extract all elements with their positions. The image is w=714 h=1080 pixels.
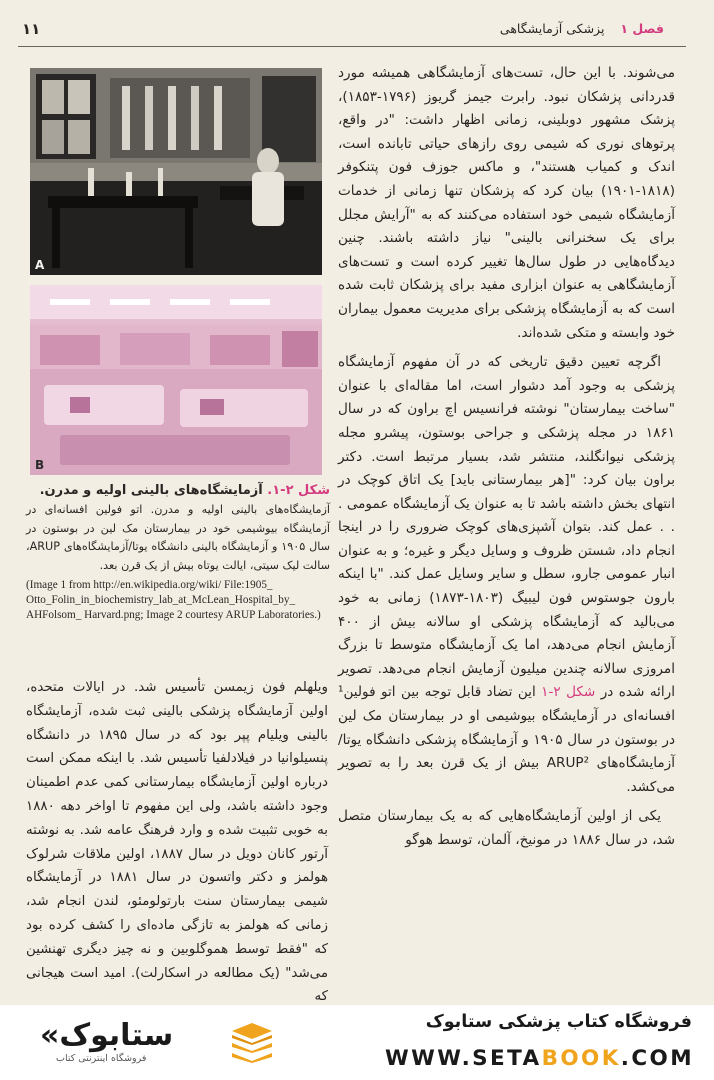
paragraph-with-figure-ref	[338, 351, 675, 799]
paragraph-text: اگرچه تعیین دقیق تاریخی که در آن مفهوم آزمایشگاه پزشکی به وجود آمد دشوار است، اما مقاله‌ای با عنوان "ساخت بیمارستان" نوشته فرانسیس اچ براون که در سال ۱۸۶۱ در مجله پزشکی و جراحی بوستون، پیشرو مجله پزشکی نیوانگلند، منتشر شد، بسیار مرتبط است. دکتر براون بیان کرد: "[هر بیمارستانی باید] یک اتاق کوچک در انتهای بخش داشته باشد تا به عنوان یک آزمایشگاه عمومی . . . عمل کند. بتوان آشپزی‌های کوچک ضروری را در اینجا انجام داد، شستن ظروف و وسایل دیگر و غیره؛ و به عنوان انبار عمومی جارو، سطل و سایر وسایل عمل کند. "با اینکه بارون جوستوس فون لیبیگ (۱۸۰۳-۱۸۷۳) زمانی به خود می‌بالید که آزمایشگاه پزشکی او سالانه بیش از ۴۰۰ آزمایش انجام می‌دهد، اما یک آزمایشگاه متوسط تا بزرگ امروزی سالانه چندین میلیون آزمایش انجام می‌دهد. تصویر ارائه شده در	[338, 354, 676, 701]
right-text-column	[338, 62, 675, 859]
caption-credit: (Image 1 from http://en.wikipedia.org/wiki/ File:1905_ Otto_Folin_in_biochemistry_lab_at_McLean_Hospital_by_ AHFolsom_ Harvard.png; Image 2 courtesy ARUP Laboratories.)	[26, 579, 321, 621]
chapter-label: فصل ۱	[620, 21, 664, 36]
chapter-separator	[608, 21, 616, 36]
url-prefix: WWW.SETA	[385, 1046, 542, 1071]
page-number: ۱۱	[22, 20, 41, 38]
caption-title	[26, 480, 330, 501]
caption-heading: آزمایشگاه‌های بالینی اولیه و مدرن.	[39, 483, 263, 498]
chapter-title: پزشکی آزمایشگاهی	[499, 21, 605, 36]
paragraph: ویلهلم فون زیمسن تأسیس شد. در ایالات متحده، اولین آزمایشگاه پزشکی بالینی ثبت شده، آزمایشگاه بالینی ویلیام پپر بود که در سال ۱۸۹۵ در دانشگاه پنسیلوانیا در فیلادلفیا تأسیس شد. با اینکه ممکن است درباره اولین آزمایشگاه بیمارستانی کمی عدم اطمینان وجود داشته باشد، ولی این مفهوم تا اواخر دهه ۱۸۸۰ به خوبی تثبیت شده و وارد فرهنگ عامه شد. به نوشته آرتور کانان دویل در سال ۱۸۸۷، اولین ملاقات شرلوک هولمز و دکتر واتسون در سال ۱۸۸۱ در آزمایشگاه شیمی بیمارستان سنت بارتولومئو، لندن انجام شد، زمانی که هولمز به تازگی ماده‌ای را کشف کرده بود که "فقط توسط هموگلوبین و نه چیز دیگری تهنشین می‌شد" (یک مطالعه در اسکارلت). امید است هیجانی که	[26, 680, 329, 1005]
modern-lab-illustration	[30, 285, 322, 475]
url-suffix: .COM	[620, 1046, 694, 1071]
figure-caption	[26, 480, 330, 623]
chapter-heading	[500, 21, 664, 36]
store-logo[interactable]	[40, 1018, 275, 1068]
panel-a-letter: A	[35, 258, 45, 272]
book-stack-icon	[228, 1023, 276, 1063]
caption-text: آزمایشگاه‌های بالینی اولیه و مدرن. اتو فولین افسانه‌ای در آزمایشگاه بیوشیمی خود در بیمارستان مک لین در بوستون در سال ۱۹۰۵ و آزمایشگاه بالینی دانشگاه یوتا/آزمایشگاه‌های ARUP، سالت لیک سیتی، ایالت یوتاه بیش از یک قرن بعد.	[26, 503, 330, 572]
url-highlight: BOOK	[541, 1046, 621, 1071]
figure-image-early-lab	[30, 68, 322, 275]
left-text-column	[26, 676, 328, 1005]
logo-subtitle: فروشگاه اینترنتی کتاب	[56, 1053, 147, 1064]
header-rule	[18, 46, 686, 47]
panel-b-letter: B	[35, 458, 45, 472]
figure-reference-link[interactable]: شکل ۲-۱	[541, 684, 596, 701]
store-url[interactable]	[385, 1046, 694, 1071]
paragraph: می‌شوند. با این حال، تست‌های آزمایشگاهی همیشه مورد قدردانی پزشکان نبود. رابرت جیمز گریوز (۱۷۹۶-۱۸۵۳)، پزشک مشهور دوبلینی، زمانی اظهار داشت: "در واقع، پرتوهای نوری که شیمی روی رازهای حیاتی تابانده است، اندک و کمیاب هستند"، و ماکس جوزف فون پتنکوفر (۱۸۱۸-۱۹۰۱) بیان کرد که پزشکان تنها زمانی از خدمات آزمایشگاه شیمی خود استفاده می‌کنند که به "آرایش مجلل برای یک سخنرانی بالینی" نیاز داشته باشند. چنین دیدگاه‌هایی در طول سال‌ها تغییر کرده است و تست‌های آزمایشگاهی به عنوان ابزاری مفید برای پزشکان ثابت شده است که به آزمایشگاه پزشکی برای مدیریت معمول بیماران خود وابسته و متکی شده‌اند.	[338, 65, 675, 341]
early-lab-illustration	[30, 68, 322, 275]
store-name: فروشگاه کتاب پزشکی ستابوک	[425, 1012, 692, 1032]
paragraph-text: این تضاد قابل توجه بین اتو فولین¹ افسانه‌ای در آزمایشگاه بیوشیمی او در بیمارستان مک لین در بوستون در سال ۱۹۰۵ و آزمایشگاه پزشکی دانشگاه یوتا/ آزمایشگاه‌های ARUP² بیش از یک قرن بعد را به تصویر می‌کشد.	[338, 684, 676, 795]
caption-number: شکل ۲-۱.	[267, 483, 330, 498]
logo-wordmark: «ستابوک	[40, 1018, 174, 1053]
figure-image-modern-lab	[30, 285, 322, 475]
page-header	[0, 0, 714, 46]
paragraph: یکی از اولین آزمایشگاه‌هایی که به یک بیمارستان متصل شد، در سال ۱۸۸۶ در مونیخ، آلمان، توسط هوگو	[338, 808, 675, 848]
